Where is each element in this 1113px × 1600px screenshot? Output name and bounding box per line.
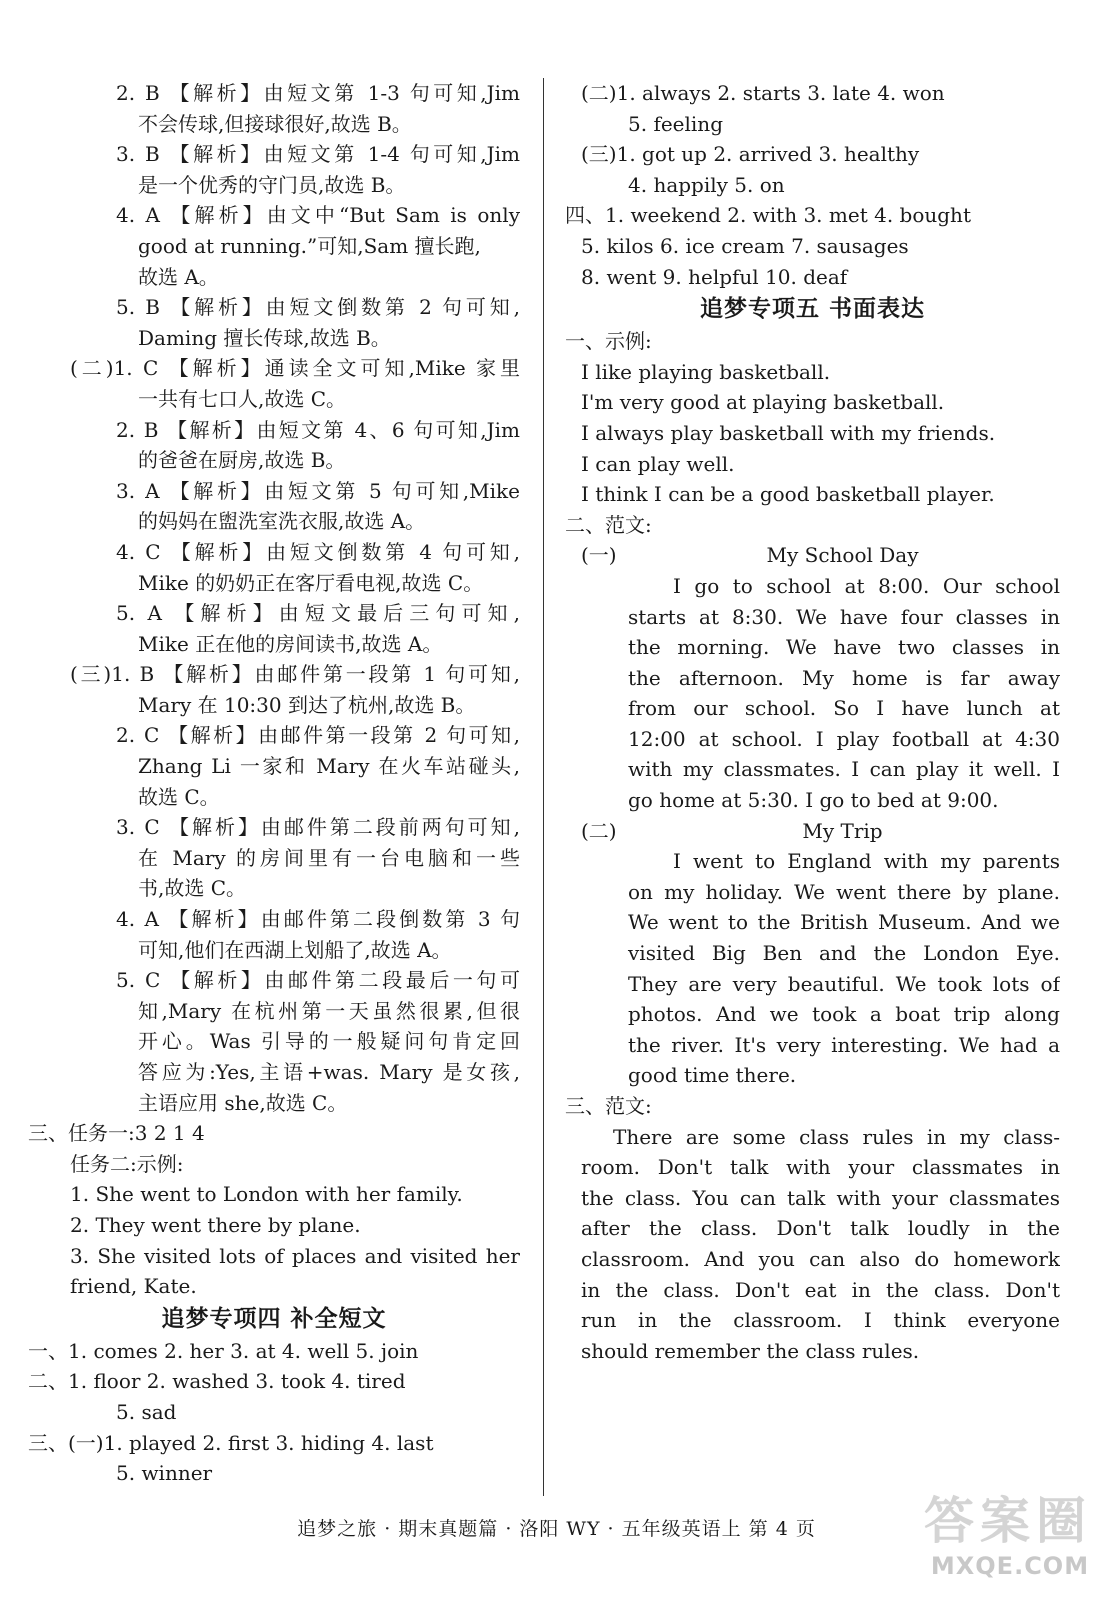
text-line: 5. C 【解析】由邮件第二段最后一句可	[116, 968, 520, 993]
essay-number: (一)	[581, 543, 617, 568]
section-heading: 追梦专项四 补全短文	[161, 1304, 387, 1332]
text-line: 的妈妈在盥洗室洗衣服,故选 A。	[138, 509, 426, 534]
text-line: 5. winner	[116, 1461, 213, 1486]
text-line: 故选 C。	[138, 784, 220, 809]
text-line: Mike 正在他的房间读书,故选 A。	[138, 631, 443, 656]
watermark-text: MXQE.COM	[930, 1552, 1090, 1580]
text-line: 的爸爸在厨房,故选 B。	[138, 448, 346, 473]
text-line: should remember the class rules.	[581, 1338, 920, 1363]
text-line: I went to England with my parents	[673, 849, 1060, 874]
text-line: Zhang Li 一家和 Mary 在火车站碰头,	[138, 754, 520, 779]
text-line: 知,Mary 在杭州第一天虽然很累,但很	[138, 998, 520, 1023]
text-line: room. Don't talk with your classmates in	[581, 1155, 1060, 1180]
watermark-icon: 答案圈	[924, 1492, 1092, 1550]
text-line: good time there.	[628, 1063, 797, 1088]
text-line: 4. C 【解析】由短文倒数第 4 句可知,	[116, 539, 520, 564]
text-line: 4. A 【解析】由文中“But Sam is only	[116, 203, 520, 228]
text-line: 答应为:Yes,主语+was. Mary 是女孩,	[138, 1060, 520, 1084]
text-line: the class. You can talk with your classmates	[581, 1185, 1060, 1210]
essay-title-line	[565, 816, 1060, 847]
text-line: 3. B 【解析】由短文第 1-4 句可知,Jim	[116, 142, 520, 167]
text-line: the afternoon. My home is far away	[628, 665, 1060, 690]
text-line: 一、示例:	[565, 329, 652, 354]
text-line: 2. C 【解析】由邮件第一段第 2 句可知,	[116, 723, 520, 748]
text-line: 一共有七口人,故选 C。	[138, 386, 347, 411]
text-line: run in the classroom. I think everyone	[581, 1308, 1060, 1333]
text-line: good at running.”可知,Sam 擅长跑,	[138, 233, 481, 258]
text-line: There are some class rules in my class-	[613, 1124, 1060, 1149]
text-line: after the class. Don't talk loudly in the	[581, 1216, 1060, 1241]
text-line: 故选 A。	[138, 264, 219, 289]
text-line: friend, Kate.	[70, 1274, 197, 1299]
text-line: 二、1. floor 2. washed 3. took 4. tired	[28, 1369, 406, 1394]
text-line: 3. C 【解析】由邮件第二段前两句可知,	[116, 815, 520, 840]
text-line: in the class. Don't eat in the class. Don't	[581, 1277, 1060, 1302]
text-line: from our school. So I have lunch at	[628, 696, 1060, 721]
text-line: Mary 在 10:30 到达了杭州,故选 B。	[138, 692, 476, 717]
text-line: visited Big Ben and the London Eye.	[628, 941, 1060, 966]
text-line: 2. B 【解析】由短文第 1-3 句可知,Jim	[116, 81, 520, 105]
text-line: go home at 5:30. I go to bed at 9:00.	[628, 788, 999, 813]
text-line: 任务二:示例:	[70, 1151, 184, 1176]
text-line: the river. It's very interesting. We had a	[628, 1032, 1060, 1057]
text-line: 二、范文:	[565, 512, 652, 537]
text-line: 开心。Was 引导的一般疑问句肯定回	[138, 1029, 520, 1054]
text-line: 主语应用 she,故选 C。	[138, 1090, 348, 1115]
text-line: 四、1. weekend 2. with 3. met 4. bought	[565, 203, 971, 228]
text-line: (三)1. B 【解析】由邮件第一段第 1 句可知,	[70, 662, 520, 687]
section-heading: 追梦专项五 书面表达	[699, 295, 925, 323]
text-line: (二)1. always 2. starts 3. late 4. won	[581, 81, 945, 105]
text-line: 三、范文:	[565, 1094, 652, 1118]
text-line: 可知,他们在西湖上划船了,故选 A。	[138, 937, 452, 962]
text-line: 一、1. comes 2. her 3. at 4. well 5. join	[28, 1338, 419, 1363]
text-line: the morning. We have two classes in	[628, 635, 1060, 660]
text-line: 5. A 【解析】由短文最后三句可知,	[116, 601, 520, 626]
text-line: classroom. And you can also do homework	[581, 1246, 1060, 1271]
text-line: 书,故选 C。	[138, 876, 247, 901]
text-line: 三、任务一:3 2 1 4	[28, 1121, 205, 1146]
left-column	[28, 78, 520, 1489]
text-line: I go to school at 8:00. Our school	[673, 573, 1060, 598]
text-line: 5. B 【解析】由短文倒数第 2 句可知,	[116, 295, 520, 320]
text-line: 5. feeling	[628, 111, 723, 136]
text-line: 5. sad	[116, 1399, 177, 1424]
text-line: 在 Mary 的房间里有一台电脑和一些	[138, 845, 520, 870]
text-line: They are very beautiful. We took lots of	[628, 971, 1060, 996]
text-line: starts at 8:30. We have four classes in	[628, 604, 1060, 629]
text-line: 是一个优秀的守门员,故选 B。	[138, 172, 406, 197]
text-line: Mike 的奶奶正在客厅看电视,故选 C。	[138, 570, 484, 595]
watermark-logo	[915, 1486, 1105, 1596]
text-line: 不会传球,但接球很好,故选 B。	[138, 111, 412, 136]
text-line: I think I can be a good basketball player.	[581, 482, 995, 507]
essay-number: (二)	[581, 818, 617, 843]
essay-title: My Trip	[802, 818, 883, 843]
text-line: I'm very good at playing basketball.	[581, 390, 945, 415]
essay-title: My School Day	[766, 543, 919, 568]
text-line: I always play basketball with my friends.	[581, 420, 996, 445]
text-line: We went to the British Museum. And we	[628, 910, 1060, 935]
text-line: 2. B 【解析】由短文第 4、6 句可知,Jim	[116, 417, 520, 442]
text-line: (二)1. C 【解析】通读全文可知,Mike 家里	[70, 356, 520, 381]
text-line: 12:00 at school. I play football at 4:30	[628, 726, 1060, 751]
page-footer: 追梦之旅 · 期末真题篇 · 洛阳 WY · 五年级英语上 第 4 页	[297, 1518, 816, 1540]
text-line: 2. They went there by plane.	[70, 1212, 361, 1237]
text-line: (三)1. got up 2. arrived 3. healthy	[581, 142, 920, 167]
text-line: 三、(一)1. played 2. first 3. hiding 4. last	[28, 1430, 434, 1455]
text-line: 3. A 【解析】由短文第 5 句可知,Mike	[116, 478, 520, 503]
text-line: I can play well.	[581, 451, 735, 476]
text-line: 8. went 9. helpful 10. deaf	[581, 264, 848, 289]
essay-title-line	[565, 540, 1060, 571]
text-line: 5. kilos 6. ice cream 7. sausages	[581, 233, 909, 258]
text-line: 3. She visited lots of places and visited her	[70, 1243, 520, 1268]
right-column	[565, 78, 1060, 1366]
text-line: 1. She went to London with her family.	[70, 1182, 463, 1207]
text-line: on my holiday. We went there by plane.	[628, 879, 1060, 904]
column-divider	[543, 78, 544, 1496]
text-line: Daming 擅长传球,故选 B。	[138, 325, 391, 350]
text-line: 4. A 【解析】由邮件第二段倒数第 3 句	[116, 907, 520, 932]
text-line: I like playing basketball.	[581, 359, 831, 384]
text-line: with my classmates. I can play it well. I	[628, 757, 1060, 782]
text-line: photos. And we took a boat trip along	[628, 1002, 1060, 1027]
text-line: 4. happily 5. on	[628, 172, 785, 197]
